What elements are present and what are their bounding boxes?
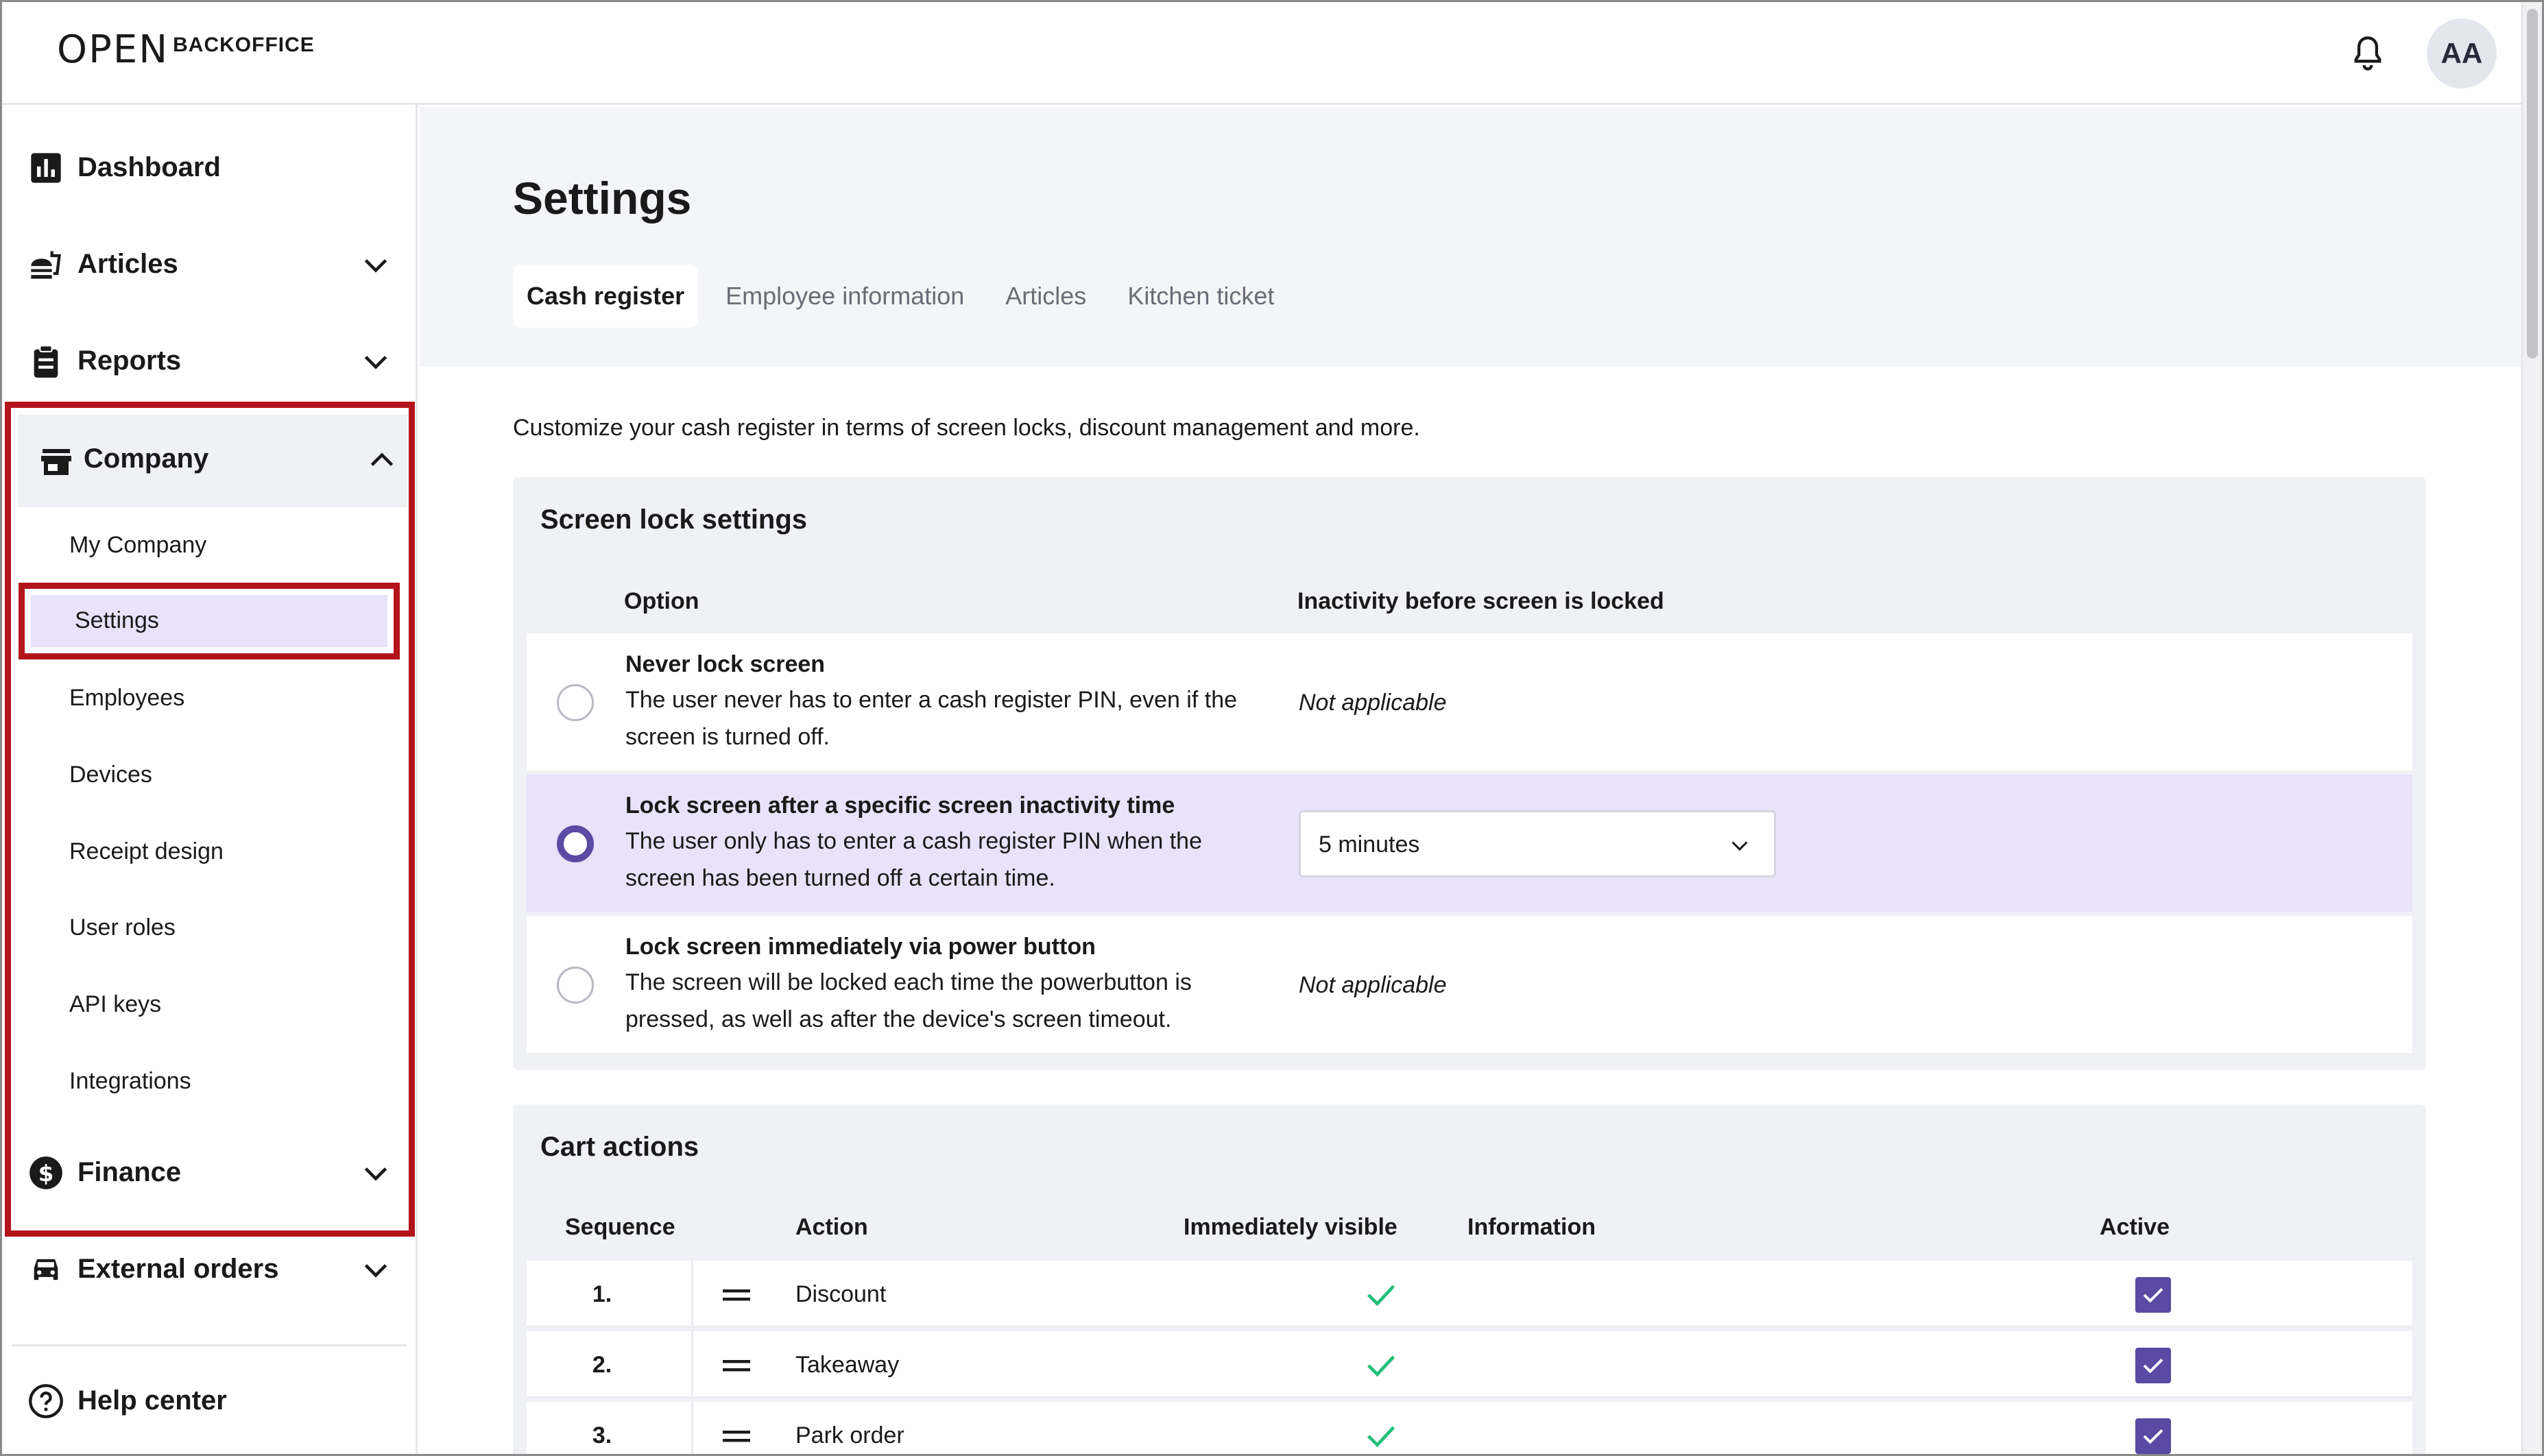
chevron-up-icon xyxy=(365,444,399,478)
bell-icon[interactable] xyxy=(2350,35,2386,73)
screen-lock-card xyxy=(513,477,2426,1070)
check-icon xyxy=(1366,1422,1396,1450)
col-sequence: Sequence xyxy=(565,1214,675,1240)
sidebar-label-help-center: Help center xyxy=(77,1385,227,1416)
sidebar-label-dashboard: Dashboard xyxy=(77,152,221,182)
active-checkbox[interactable] xyxy=(2135,1277,2171,1313)
sidebar-item-dashboard[interactable] xyxy=(2,119,418,216)
top-bar xyxy=(2,2,2542,105)
radio-lock-power-button[interactable] xyxy=(557,967,594,1004)
lock-option-never[interactable] xyxy=(527,633,2412,771)
option-description: The screen will be locked each time the powerbutton is pressed, as well as after the device's screen timeout. xyxy=(625,969,1192,1032)
row-action: Discount xyxy=(795,1281,887,1307)
option-title: Never lock screen xyxy=(625,651,826,677)
sidebar-divider xyxy=(12,1344,407,1346)
lock-option-power-button[interactable] xyxy=(527,916,2412,1053)
sidebar-item-reports[interactable] xyxy=(2,313,418,409)
option-title: Lock screen immediately via power button xyxy=(625,934,1096,960)
chevron-down-icon xyxy=(359,1156,393,1190)
chevron-down-icon xyxy=(359,344,393,378)
checkmark-icon xyxy=(2135,1277,2171,1313)
car-icon xyxy=(28,1252,64,1287)
sidebar-subitem-api-keys[interactable]: API keys xyxy=(69,991,162,1017)
option-value: Not applicable xyxy=(1299,972,1447,998)
scrollbar-thumb[interactable] xyxy=(2527,9,2538,359)
row-divider xyxy=(691,1331,693,1398)
row-divider xyxy=(691,1402,693,1456)
inactivity-select-value: 5 minutes xyxy=(1319,832,1420,858)
main-area xyxy=(420,107,2521,1456)
tab-articles[interactable]: Articles xyxy=(1005,282,1087,310)
col-active: Active xyxy=(2100,1214,2170,1240)
drag-handle-icon[interactable] xyxy=(723,1357,750,1374)
sidebar-label-reports: Reports xyxy=(77,345,182,376)
tab-content xyxy=(420,367,2521,1456)
checkmark-icon xyxy=(2135,1418,2171,1454)
sidebar-item-help-center[interactable] xyxy=(2,1352,418,1449)
fastfood-icon xyxy=(28,247,64,282)
sidebar-subitem-my-company[interactable]: My Company xyxy=(69,532,207,558)
col-immediately-visible: Immediately visible xyxy=(1184,1214,1397,1240)
settings-highlight xyxy=(19,583,400,659)
dashboard-icon xyxy=(28,150,64,186)
active-checkbox[interactable] xyxy=(2135,1418,2171,1454)
sidebar-item-articles[interactable] xyxy=(2,216,418,313)
col-option: Option xyxy=(624,588,699,614)
option-description: The user never has to enter a cash register PIN, even if the screen is turned off. xyxy=(625,687,1238,750)
page-scrollbar[interactable] xyxy=(2521,2,2542,1456)
avatar-initials: AA xyxy=(2440,37,2483,69)
sidebar-subitem-settings[interactable] xyxy=(31,595,387,647)
checkmark-icon xyxy=(2135,1348,2171,1383)
clipboard-icon xyxy=(28,343,64,379)
table-row[interactable] xyxy=(527,1261,2412,1328)
chevron-down-icon xyxy=(359,247,393,282)
check-icon xyxy=(1366,1281,1396,1309)
col-action: Action xyxy=(795,1214,868,1240)
settings-tabs xyxy=(513,265,1301,328)
intro-text: Customize your cash register in terms of screen locks, discount management and more. xyxy=(513,415,1420,441)
col-inactivity: Inactivity before screen is locked xyxy=(1297,588,1664,614)
sidebar-subitem-settings-label: Settings xyxy=(75,607,159,633)
sidebar-label-company: Company xyxy=(84,444,209,474)
row-sequence: 1. xyxy=(592,1281,612,1307)
sidebar-subitem-employees[interactable]: Employees xyxy=(69,685,185,711)
active-checkbox[interactable] xyxy=(2135,1348,2171,1383)
radio-never-lock[interactable] xyxy=(557,684,594,721)
row-action: Park order xyxy=(795,1422,904,1448)
sidebar xyxy=(2,105,418,1456)
cart-actions-title: Cart actions xyxy=(540,1132,699,1162)
logo-text: BACKOFFICE xyxy=(173,34,315,56)
sidebar-label-finance: Finance xyxy=(77,1157,182,1187)
sidebar-subitem-devices[interactable]: Devices xyxy=(69,762,152,788)
table-row[interactable] xyxy=(527,1331,2412,1398)
sidebar-subitem-user-roles[interactable]: User roles xyxy=(69,914,176,941)
col-information: Information xyxy=(1467,1214,1596,1240)
row-sequence: 3. xyxy=(592,1422,612,1448)
check-icon xyxy=(1366,1352,1396,1379)
chevron-down-icon xyxy=(359,1252,393,1287)
store-icon xyxy=(38,445,74,478)
company-section xyxy=(5,402,415,1237)
option-value: Not applicable xyxy=(1299,690,1447,716)
drag-handle-icon[interactable] xyxy=(723,1428,750,1444)
dollar-icon xyxy=(28,1155,64,1191)
chevron-down-icon xyxy=(1727,833,1752,858)
screen-lock-title: Screen lock settings xyxy=(540,505,808,535)
option-title: Lock screen after a specific screen inactivity time xyxy=(625,792,1175,818)
cart-actions-card xyxy=(513,1104,2426,1456)
radio-lock-after-inactivity[interactable] xyxy=(557,825,594,862)
sidebar-label-articles: Articles xyxy=(77,249,178,279)
sidebar-subitem-integrations[interactable]: Integrations xyxy=(69,1068,191,1094)
table-row[interactable] xyxy=(527,1402,2412,1456)
tab-employee-information[interactable]: Employee information xyxy=(725,282,965,310)
logo[interactable] xyxy=(57,29,315,71)
inactivity-select[interactable] xyxy=(1299,810,1776,877)
row-divider xyxy=(691,1261,693,1328)
lock-option-inactivity[interactable] xyxy=(527,775,2412,912)
row-sequence: 2. xyxy=(592,1352,612,1378)
sidebar-item-external-orders[interactable] xyxy=(2,1221,418,1318)
help-icon xyxy=(28,1383,64,1419)
sidebar-item-company[interactable] xyxy=(18,415,407,507)
option-description: The user only has to enter a cash register PIN when the screen has been turned off a certain time. xyxy=(625,828,1203,891)
tab-kitchen-ticket[interactable]: Kitchen ticket xyxy=(1127,282,1275,310)
svg-text:$: $ xyxy=(38,1160,54,1187)
sidebar-item-finance[interactable] xyxy=(2,1124,418,1221)
avatar[interactable] xyxy=(2427,19,2497,88)
page-title: Settings xyxy=(513,173,692,223)
tab-cash-register[interactable]: Cash register xyxy=(513,265,698,328)
row-action: Takeaway xyxy=(795,1352,900,1378)
sidebar-label-external-orders: External orders xyxy=(77,1254,279,1284)
logo-mark: OPEN xyxy=(57,27,169,72)
drag-handle-icon[interactable] xyxy=(723,1287,750,1303)
sidebar-subitem-receipt-design[interactable]: Receipt design xyxy=(69,838,224,864)
